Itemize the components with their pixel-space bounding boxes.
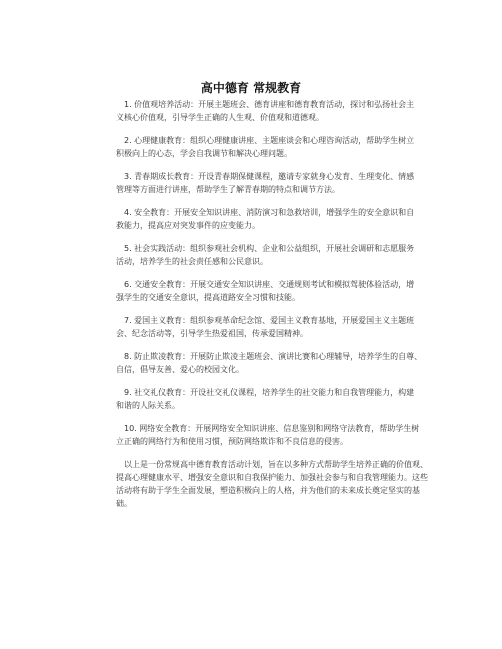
text-line: 活动将有助于学生全面发展，塑造积极向上的人格，并为他们的未来成长奠定坚实的基	[116, 486, 420, 495]
text-line: 强学生的交通安全意识，提高道路安全习惯和技能。	[116, 293, 300, 302]
text-line: 3. 青春期成长教育：开设青春期保健课程，邀请专家就身心发育、生理变化、情感	[124, 172, 415, 181]
paragraph-8	[116, 350, 423, 376]
paragraph-3	[116, 170, 416, 196]
text-line: 7. 爱国主义教育：组织参观革命纪念馆、爱国主义教育基地，开展爱国主义主题班	[124, 316, 415, 325]
paragraph-7	[116, 314, 416, 340]
paragraph-4	[116, 206, 416, 232]
text-line: 以上是一份常规高中德育教育活动计划，旨在以多种方式帮助学生培养正确的价值观、	[124, 460, 428, 469]
text-line: 自信，倡导友善、爱心的校园文化。	[116, 365, 244, 374]
text-line: 管理等方面进行讲座，帮助学生了解青春期的特点和调节方法。	[116, 185, 340, 194]
paragraph-summary	[116, 458, 428, 510]
text-line: 2. 心理健康教育：组织心理健康讲座、主题座谈会和心理咨询活动，帮助学生树立	[124, 136, 415, 145]
text-line: 立正确的网络行为和使用习惯，预防网络欺诈和不良信息的侵害。	[116, 437, 348, 446]
document-title: 高中德育 常规教育	[200, 81, 302, 95]
paragraph-6	[116, 278, 416, 304]
paragraph-10	[116, 422, 420, 448]
text-line: 6. 交通安全教育：开展交通安全知识讲座、交通规则考试和模拟驾驶体验活动，增	[124, 280, 415, 289]
paragraph-5	[116, 242, 416, 268]
text-line: 义核心价值观，引导学生正确的人生观、价值观和道德观。	[116, 113, 324, 122]
text-line: 10. 网络安全教育：开展网络安全知识讲座、信息鉴别和网络守法教育，帮助学生树	[124, 424, 420, 433]
text-line: 1. 价值观培养活动：开展主题班会、德育讲座和德育教育活动，探讨和弘扬社会主	[124, 100, 415, 109]
paragraph-1	[116, 98, 416, 124]
text-line: 4. 安全教育：开展安全知识讲座、消防演习和急救培训，增强学生的安全意识和自	[124, 208, 415, 217]
text-line: 救能力，提高应对突发事件的应变能力。	[116, 221, 260, 230]
text-line: 积极向上的心态，学会自我调节和解决心理问题。	[116, 149, 292, 158]
text-line: 5. 社会实践活动：组织参观社会机构、企业和公益组织，开展社会调研和志愿服务	[124, 244, 415, 253]
text-line: 础。	[116, 499, 132, 508]
text-line: 8. 防止欺凌教育：开展防止欺凌主题班会、演讲比赛和心理辅导，培养学生的自尊、	[124, 352, 423, 361]
text-line: 活动，培养学生的社会责任感和公民意识。	[116, 257, 268, 266]
text-line: 和谐的人际关系。	[116, 401, 180, 410]
text-line: 9. 社交礼仪教育：开设社交礼仪课程，培养学生的社交能力和自我管理能力，构建	[124, 388, 415, 397]
paragraph-9	[116, 386, 416, 412]
text-line: 提高心理健康水平、增强安全意识和自我保护能力、加强社会参与和自我管理能力。这些	[116, 473, 428, 482]
text-line: 会、纪念活动等，引导学生热爱祖国，传承爱国精神。	[116, 329, 308, 338]
paragraph-2	[116, 134, 416, 160]
